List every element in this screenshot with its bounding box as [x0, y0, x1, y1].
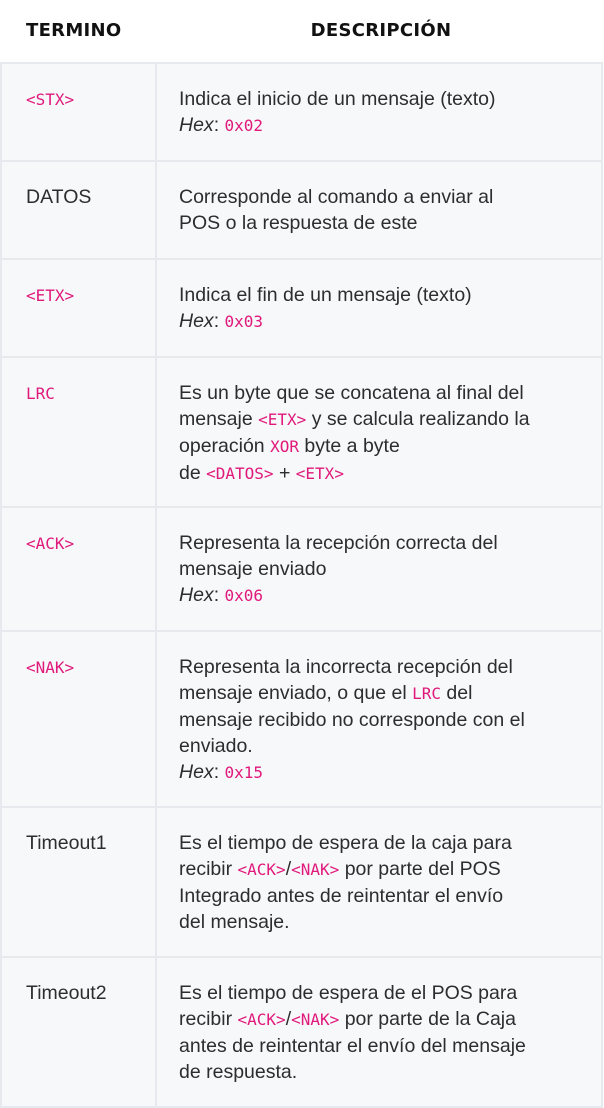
- hex-value: 0x15: [224, 763, 264, 782]
- description-line: Es el tiempo de espera de la caja para: [179, 832, 512, 854]
- description-line: del mensaje.: [179, 911, 290, 933]
- description-line: [179, 1006, 583, 1033]
- term-text: Timeout1: [26, 832, 107, 854]
- table-row: [1, 63, 602, 161]
- term-code: LRC: [26, 384, 55, 403]
- description-line: Es el tiempo de espera de el POS para: [179, 982, 518, 1004]
- text-fragment: /: [285, 858, 292, 880]
- text-fragment: por parte de la Caja: [339, 1008, 516, 1030]
- glossary-table: [0, 62, 603, 1108]
- hex-line: Hex: 0x02: [179, 114, 264, 136]
- text-fragment: /: [285, 1008, 292, 1030]
- table-row: [1, 161, 602, 259]
- term-code: <NAK>: [26, 658, 75, 677]
- hex-value: 0x06: [224, 586, 264, 605]
- hex-line: Hex: 0x15: [179, 761, 264, 783]
- hex-label: Hex: [179, 584, 214, 606]
- inline-code: <ETX>: [258, 410, 307, 429]
- description-line: Representa la recepción correcta del: [179, 532, 498, 554]
- description-line: [179, 856, 583, 883]
- term-code: <ETX>: [26, 286, 75, 305]
- term-text: Timeout2: [26, 982, 107, 1004]
- description-cell: [156, 807, 602, 957]
- text-fragment: del: [440, 682, 473, 704]
- table-row: [1, 807, 602, 957]
- text-fragment: operación: [179, 435, 271, 457]
- description-line: Indica el inicio de un mensaje (texto): [179, 88, 496, 110]
- hex-value: 0x03: [224, 312, 264, 331]
- column-header-description-label: DESCRIPCIÓN: [310, 20, 452, 41]
- term-cell: [1, 957, 156, 1107]
- description-cell: [156, 63, 602, 161]
- text-fragment: recibir: [179, 1008, 238, 1030]
- description-line: [179, 406, 583, 433]
- description-cell: [156, 631, 602, 807]
- inline-code: <NAK>: [291, 860, 340, 879]
- text-fragment: y se calcula realizando la: [306, 408, 530, 430]
- description-cell: [156, 161, 602, 259]
- description-line: Corresponde al comando a enviar al: [179, 186, 494, 208]
- description-cell: [156, 957, 602, 1107]
- column-header-description: [0, 20, 604, 41]
- text-fragment: mensaje: [179, 408, 259, 430]
- inline-code: <ETX>: [295, 464, 344, 483]
- hex-line: Hex: 0x03: [179, 310, 264, 332]
- table-row: [1, 631, 602, 807]
- inline-code: <ACK>: [237, 1010, 286, 1029]
- table-row: [1, 259, 602, 357]
- term-cell: [1, 507, 156, 631]
- term-cell: [1, 807, 156, 957]
- table-row: [1, 507, 602, 631]
- description-line: [179, 680, 583, 707]
- term-cell: [1, 631, 156, 807]
- text-fragment: recibir: [179, 858, 238, 880]
- inline-code: <DATOS>: [206, 464, 274, 483]
- description-line: Representa la incorrecta recepción del: [179, 656, 513, 678]
- description-cell: [156, 357, 602, 507]
- description-line: Es un byte que se concatena al final del: [179, 382, 524, 404]
- description-line: [179, 433, 583, 460]
- description-line: Indica el fin de un mensaje (texto): [179, 284, 472, 306]
- term-cell: [1, 357, 156, 507]
- hex-value: 0x02: [224, 116, 264, 135]
- description-line: [179, 460, 583, 487]
- term-cell: [1, 161, 156, 259]
- description-line: antes de reintentar el envío del mensaje: [179, 1035, 526, 1057]
- description-line: mensaje recibido no corresponde con el: [179, 709, 525, 731]
- hex-label: Hex: [179, 310, 214, 332]
- inline-code: XOR: [270, 437, 299, 456]
- description-line: mensaje enviado: [179, 558, 327, 580]
- text-fragment: de: [179, 462, 207, 484]
- text-fragment: mensaje enviado, o que el: [179, 682, 413, 704]
- hex-label: Hex: [179, 114, 214, 136]
- inline-code: <ACK>: [237, 860, 286, 879]
- hex-line: Hex: 0x06: [179, 584, 264, 606]
- table-row: [1, 957, 602, 1107]
- description-line: Integrado antes de reintentar el envío: [179, 885, 504, 907]
- description-line: enviado.: [179, 735, 253, 757]
- text-fragment: por parte del POS: [339, 858, 501, 880]
- text-fragment: +: [273, 462, 296, 484]
- description-line: POS o la respuesta de este: [179, 212, 418, 234]
- description-line: de respuesta.: [179, 1061, 298, 1083]
- term-text: DATOS: [26, 186, 92, 208]
- description-cell: [156, 507, 602, 631]
- term-cell: [1, 259, 156, 357]
- term-code: <STX>: [26, 90, 75, 109]
- column-header-term: TERMINO: [26, 20, 122, 41]
- hex-label: Hex: [179, 761, 214, 783]
- inline-code: <NAK>: [291, 1010, 340, 1029]
- term-cell: [1, 63, 156, 161]
- table-header: [0, 0, 604, 62]
- text-fragment: byte a byte: [298, 435, 400, 457]
- table-row: [1, 357, 602, 507]
- inline-code: LRC: [412, 684, 441, 703]
- term-code: <ACK>: [26, 534, 75, 553]
- description-cell: [156, 259, 602, 357]
